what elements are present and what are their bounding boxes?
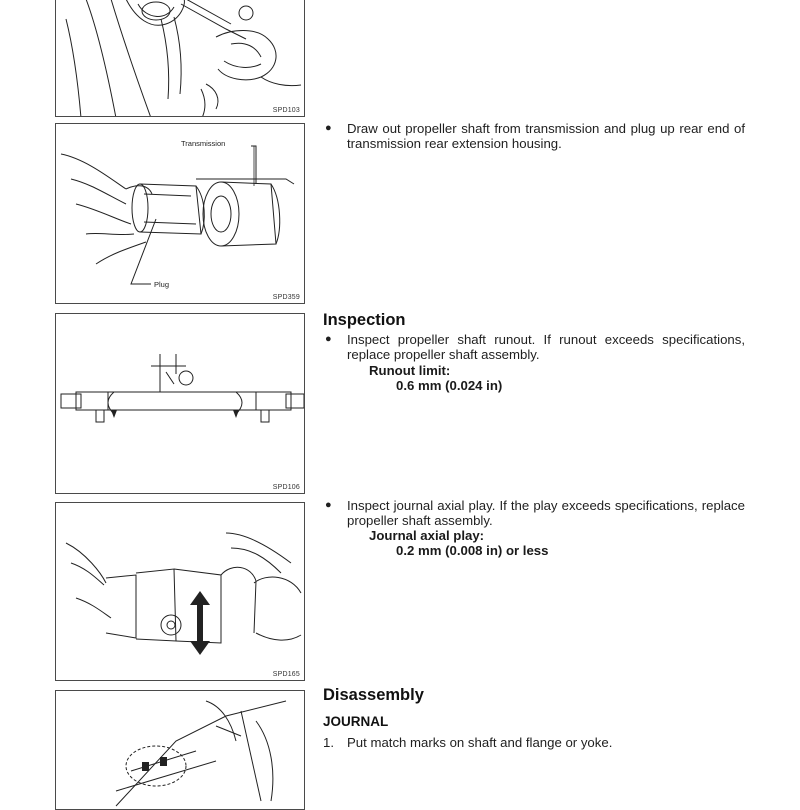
figure-wrench-flange — [55, 0, 305, 117]
figure-code: SPD106 — [272, 484, 300, 491]
step-runout — [325, 332, 745, 362]
step-text: Put match marks on shaft and flange or yoke. — [347, 735, 613, 750]
step-text: Draw out propeller shaft from transmission and plug up rear end of transmission rear extension housing. — [347, 121, 745, 151]
inspection-heading: Inspection — [323, 311, 406, 329]
step-draw-out — [325, 121, 745, 151]
disassembly-step-1 — [323, 735, 612, 750]
figure-transmission-plug — [55, 123, 305, 304]
bullet-dot: ● — [325, 122, 332, 134]
runout-limit-label: Runout limit: — [369, 363, 451, 378]
step-text: Inspect journal axial play. If the play exceeds specifications, replace propeller shaft assembly. — [347, 498, 745, 528]
figure-journal-play — [55, 502, 305, 681]
plug-illustration — [56, 124, 305, 304]
step-number: 1. — [323, 735, 334, 750]
figure-match-marks — [55, 690, 305, 810]
figure-code: SPD165 — [272, 671, 300, 678]
bullet-dot: ● — [325, 333, 332, 345]
journal-subheading: JOURNAL — [323, 714, 389, 729]
step-text: Inspect propeller shaft runout. If runout exceeds specifications, replace propeller shaft assembly. — [347, 332, 745, 362]
axial-play-label: Journal axial play: — [369, 528, 485, 543]
match-marks-illustration — [56, 691, 305, 810]
bullet-dot: ● — [325, 499, 332, 511]
figure-code: SPD103 — [272, 107, 300, 114]
transmission-label: Transmission — [181, 139, 226, 148]
step-axial-play — [325, 498, 745, 528]
wrench-illustration — [56, 0, 305, 117]
figure-runout-dial — [55, 313, 305, 494]
axial-play-value: 0.2 mm (0.008 in) or less — [396, 543, 549, 558]
disassembly-heading: Disassembly — [323, 686, 424, 704]
runout-limit-value: 0.6 mm (0.024 in) — [396, 378, 503, 393]
figure-code: SPD359 — [272, 294, 300, 301]
journal-illustration — [56, 503, 305, 681]
plug-label: Plug — [154, 280, 170, 289]
runout-illustration — [56, 314, 305, 494]
